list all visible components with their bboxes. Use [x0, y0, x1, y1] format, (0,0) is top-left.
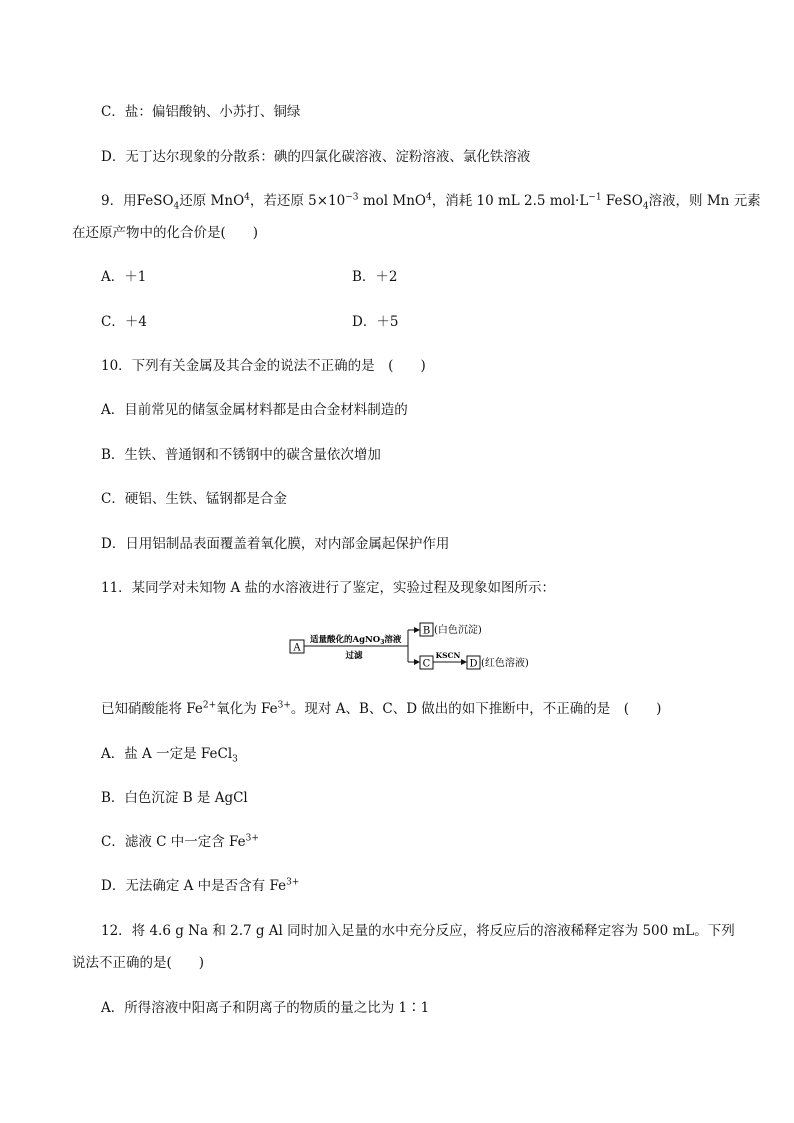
box-d-letter: D — [469, 658, 478, 670]
q12-stem-line2: 说法不正确的是( ) — [72, 955, 205, 971]
q10-option-a: A．目前常见的储氢金属材料都是由合金材料制造的 — [101, 402, 408, 418]
q8-option-c: C．盐：偏铝酸钠、小苏打、铜绿 — [101, 104, 301, 120]
arrowhead-c — [414, 659, 420, 665]
q9-stem-line1: 9．用FeSO$_4$还原 MnO$^4$，若还原 $5\times 10^{-3}$ mol MnO$^4$，消耗 10 mL 2.5 $mol\cdot L^{-1}$ FeSO$_4$溶液，则 Mn 元素 — [101, 192, 761, 212]
q11-option-d: D．无法确定 A 中是否含有 $Fe^{3+}$ — [101, 877, 300, 894]
box-c-letter: C — [422, 658, 431, 670]
box-b-note: (白色沉淀) — [434, 625, 482, 636]
filter-label: 过滤 — [345, 651, 363, 661]
q11-flow-diagram — [288, 618, 538, 674]
q10-stem: 10．下列有关金属及其合金的说法不正确的是 ( ) — [101, 358, 426, 374]
reagent-label: 适量酸化的AgNO$_3$溶液 — [310, 635, 402, 646]
box-a-label: A — [293, 642, 301, 654]
q12-stem-line1: 12．将 4.6 g Na 和 2.7 g Al 同时加入足量的水中充分反应，将反应后的溶液稀释定容为 500 mL。下列 — [101, 923, 735, 939]
q11-option-b: B．白色沉淀 B 是 AgCl — [101, 790, 248, 806]
box-d-note: (红色溶液) — [481, 658, 529, 669]
q9-stem-line2: 在还原产物中的化合价是( ) — [72, 225, 259, 241]
q10-option-b: B．生铁、普通钢和不锈钢中的碳含量依次增加 — [101, 447, 381, 463]
q11-option-c: C．滤液 C 中一定含 $Fe^{3+}$ — [101, 833, 259, 850]
q9-option-d: D．＋5 — [352, 314, 399, 330]
q11-known-condition: 已知硝酸能将 $Fe^{2+}$氧化为 $Fe^{3+}$。现对 A、B、C、D 做出的如下推断中，不正确的是 ( ) — [101, 700, 662, 717]
q9-option-c: C．＋4 — [101, 314, 147, 330]
q12-option-a: A．所得溶液中阳离子和阴离子的物质的量之比为 1∶1 — [101, 1000, 430, 1016]
q10-option-d: D．日用铝制品表面覆盖着氧化膜，对内部金属起保护作用 — [101, 536, 450, 552]
arrowhead-d — [461, 659, 467, 665]
q11-stem: 11．某同学对未知物 A 盐的水溶液进行了鉴定，实验过程及现象如图所示： — [101, 580, 556, 596]
q11-option-a: A．盐 A 一定是 FeCl$_3$ — [101, 746, 238, 765]
arrowhead-b — [414, 627, 420, 633]
q8-option-d: D．无丁达尔现象的分散系：碘的四氯化碳溶液、淀粉溶液、氯化铁溶液 — [101, 149, 531, 165]
q9-option-a: A．＋1 — [101, 269, 147, 285]
box-b-letter: B — [422, 625, 431, 637]
q10-option-c: C．硬铝、生铁、锰钢都是合金 — [101, 491, 287, 507]
q9-option-b: B．＋2 — [352, 269, 398, 285]
kscn-label: KSCN — [435, 651, 461, 660]
